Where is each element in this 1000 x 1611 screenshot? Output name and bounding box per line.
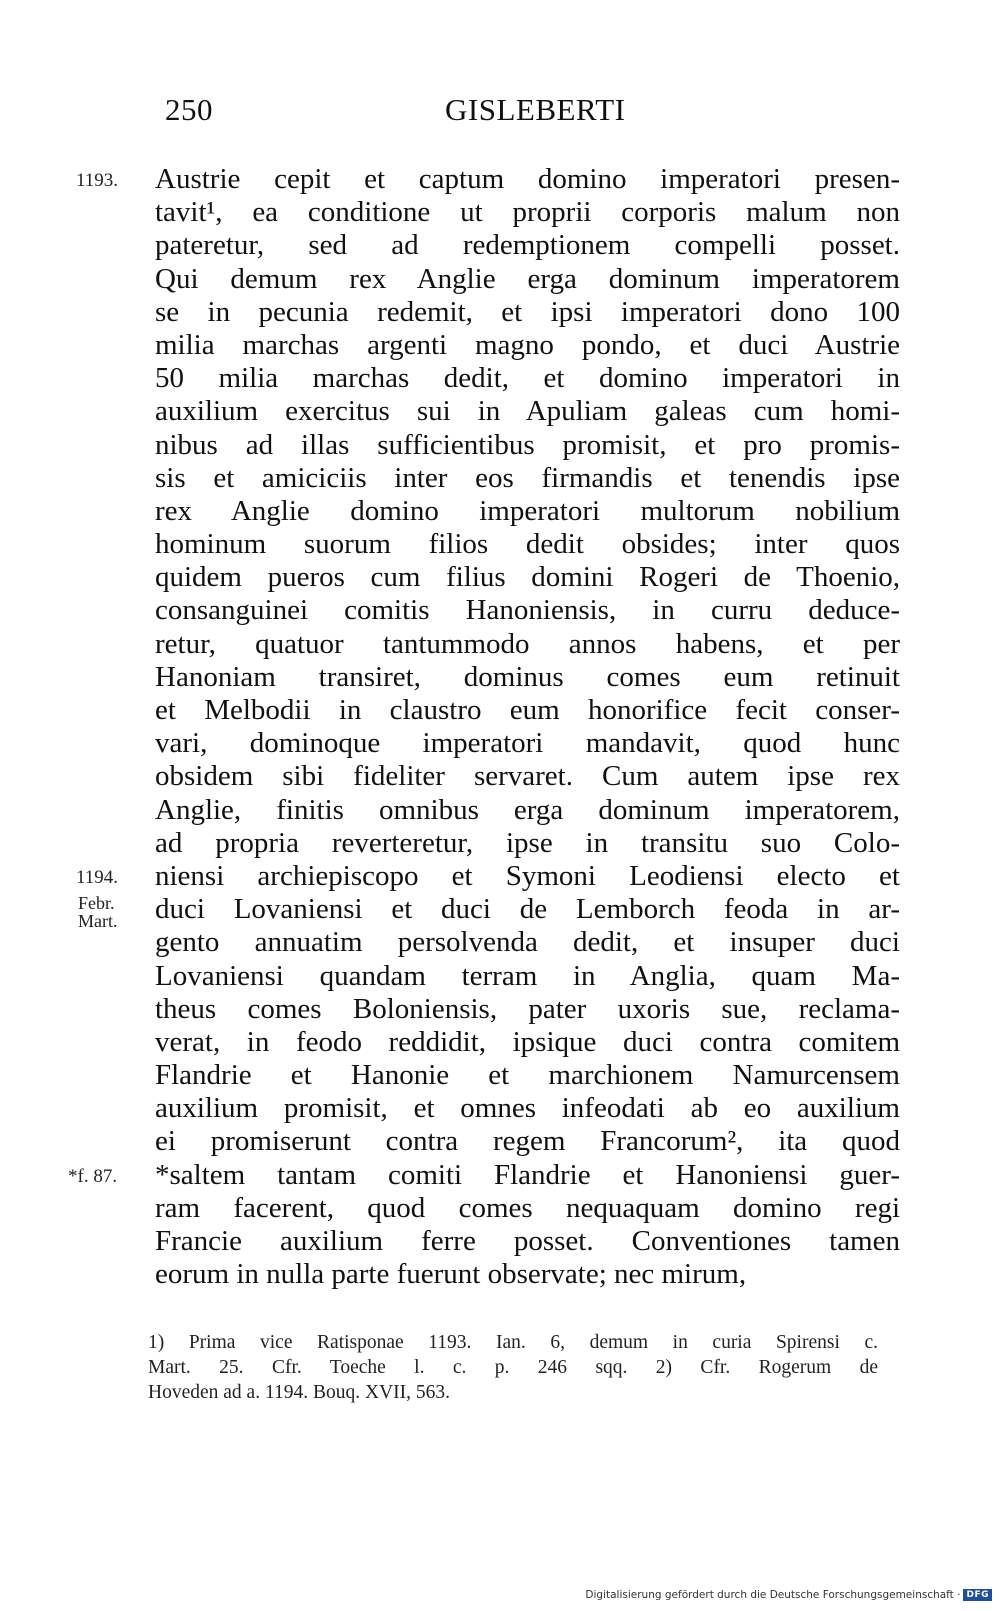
running-title: GISLEBERTI: [445, 92, 626, 127]
text-line: vari, dominoque imperatori mandavit, quod hunc: [155, 727, 900, 760]
text-line: Austrie cepit et captum domino imperatori presen-: [155, 163, 900, 195]
margin-folio-mark: *f. 87.: [68, 1166, 118, 1187]
text-line: Qui demum rex Anglie erga dominum imperatorem: [155, 262, 900, 295]
text-line: 50 milia marchas dedit, et domino imperatori in: [155, 362, 900, 395]
text-line: Flandrie et Hanonie et marchionem Namurcensem: [155, 1059, 900, 1092]
text-line: theus comes Boloniensis, pater uxoris sue, reclama-: [155, 992, 900, 1025]
text-line: quidem pueros cum filius domini Rogeri de Thoenio,: [155, 561, 900, 594]
footnote-line: 1) Prima vice Ratisponae 1193. Ian. 6, demum in curia Spirensi c.: [148, 1332, 878, 1353]
footnotes: [148, 1330, 878, 1405]
text-line: nibus ad illas sufficientibus promisit, et pro promis-: [155, 428, 900, 461]
funding-note: [585, 1589, 992, 1601]
text-line: verat, in feodo reddidit, ipsique duci contra comitem: [155, 1025, 900, 1058]
dfg-logo-icon: DFG: [963, 1589, 992, 1601]
footnote-line: Mart. 25. Cfr. Toeche l. c. p. 246 sqq. 2) Cfr. Rogerum de: [148, 1357, 878, 1378]
text-line: et Melbodii in claustro eum honorifice fecit conser-: [155, 694, 900, 726]
text-line: tavit¹, ea conditione ut proprii corporis malum non: [155, 196, 900, 229]
text-line: hominum suorum filios dedit obsides; inter quos: [155, 528, 900, 561]
text-line: ei promiserunt contra regem Francorum², ita quod: [155, 1125, 900, 1158]
margin-year-1194: 1194.: [76, 867, 119, 888]
text-line: auxilium promisit, et omnes infeodati ab eo auxilium: [155, 1092, 900, 1125]
page-number: 250: [165, 92, 213, 127]
main-text: [155, 163, 900, 1291]
text-line: ram facerent, quod comes nequaquam domino regi: [155, 1191, 900, 1224]
text-line: se in pecunia redemit, et ipsi imperatori dono 100: [155, 295, 900, 328]
text-line: sis et amiciciis inter eos firmandis et tenendis ipse: [155, 461, 900, 494]
footnote-line: Hoveden ad a. 1194. Bouq. XVII, 563.: [148, 1382, 451, 1403]
text-line: milia marchas argenti magno pondo, et duci Austrie: [155, 328, 900, 361]
text-line: retur, quatuor tantummodo annos habens, et per: [155, 627, 900, 660]
margin-month-mart: Mart.: [78, 911, 118, 931]
text-line: *saltem tantam comiti Flandrie et Hanoniensi guer-: [155, 1158, 900, 1191]
text-line: gento annuatim persolvenda dedit, et insuper duci: [155, 926, 900, 959]
text-line: niensi archiepiscopo et Symoni Leodiensi electo et: [155, 859, 900, 892]
text-line: Hanoniam transiret, dominus comes eum retinuit: [155, 660, 900, 693]
text-line: ad propria reverteretur, ipse in transitu suo Colo-: [155, 826, 900, 859]
funding-text: Digitalisierung gefördert durch die Deutsche Forschungsgemeinschaft ·: [585, 1589, 961, 1601]
margin-year-1193: 1193.: [76, 170, 119, 191]
text-line: Lovaniensi quandam terram in Anglia, quam Ma-: [155, 959, 900, 992]
text-line: obsidem sibi fideliter servaret. Cum autem ipse rex: [155, 760, 900, 793]
text-line: eorum in nulla parte fuerunt observate; nec mirum,: [155, 1258, 747, 1291]
text-line: auxilium exercitus sui in Apuliam galeas cum homi-: [155, 395, 900, 428]
text-line: Francie auxilium ferre posset. Conventiones tamen: [155, 1225, 900, 1257]
margin-month-febr: Febr.: [78, 893, 115, 913]
text-line: rex Anglie domino imperatori multorum nobilium: [155, 494, 900, 527]
text-line: Anglie, finitis omnibus erga dominum imperatorem,: [155, 793, 900, 826]
text-line: consanguinei comitis Hanoniensis, in curru deduce-: [155, 594, 900, 627]
text-line: pateretur, sed ad redemptionem compelli posset.: [155, 229, 900, 262]
text-line: duci Lovaniensi et duci de Lemborch feoda in ar-: [155, 893, 900, 926]
